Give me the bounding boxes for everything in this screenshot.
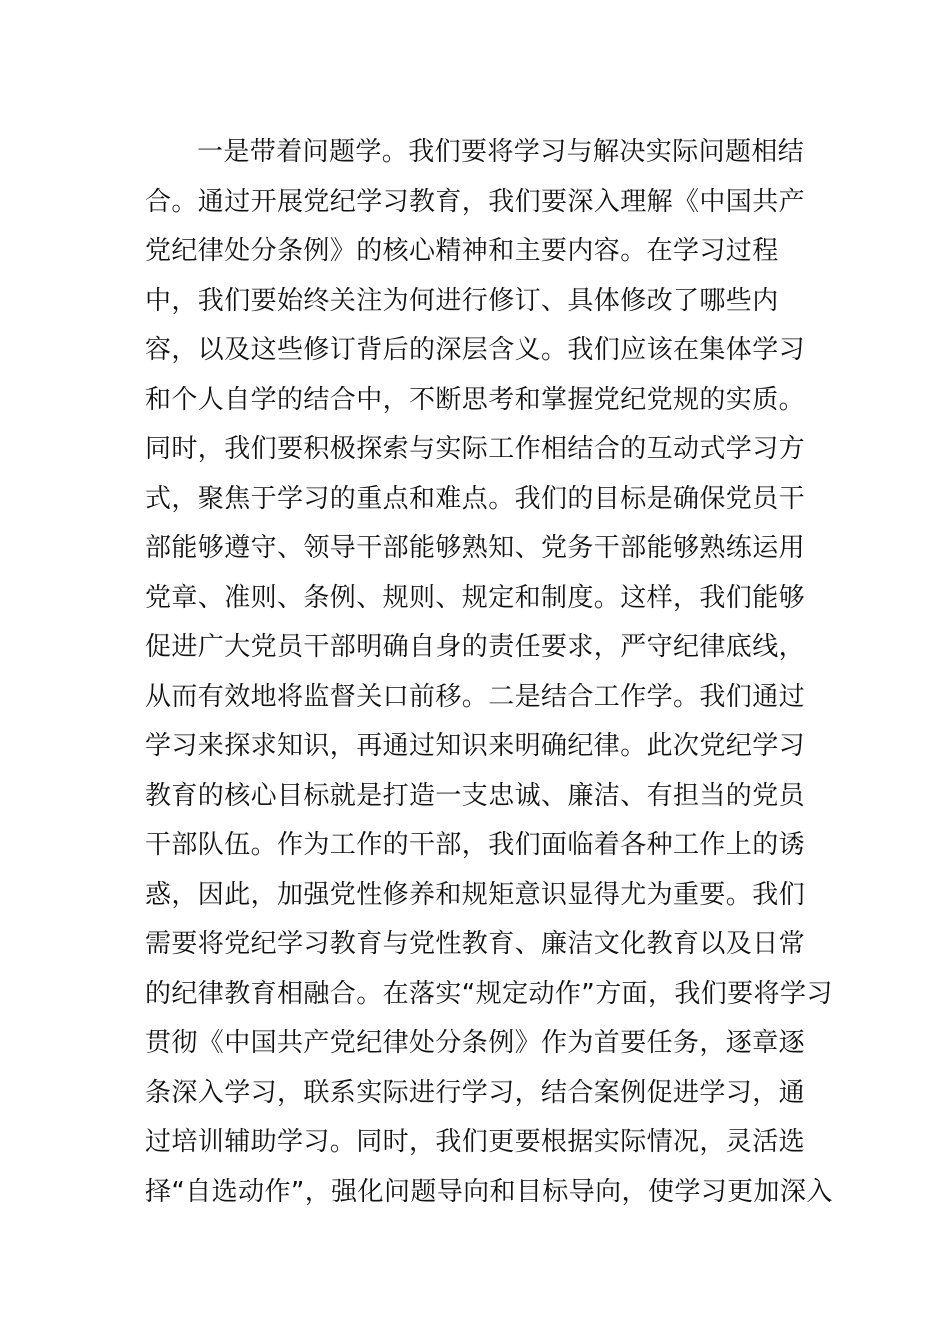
- text-line: 党纪律处分条例》的核心精神和主要内容。在学习过程: [145, 236, 779, 266]
- text-line: 过培训辅助学习。同时，我们更要根据实际情况，灵活选: [145, 1127, 806, 1157]
- text-line: 式，聚焦于学习的重点和难点。我们的目标是确保党员干: [145, 483, 806, 514]
- text-line: 一是带着问题学。我们要将学习与解决实际问题相结: [197, 137, 805, 167]
- text-line: 中，我们要始终关注为何进行修订、具体修改了哪些内: [145, 285, 779, 316]
- text-line: 干部队伍。作为工作的干部，我们面临着各种工作上的诱: [145, 830, 806, 860]
- text-line: 学习来探求知识，再通过知识来明确纪律。此次党纪学习: [145, 731, 806, 761]
- text-line: 和个人自学的结合中，不断思考和掌握党纪党规的实质。: [145, 384, 806, 415]
- text-line: 党章、准则、条例、规则、规定和制度。这样，我们能够: [145, 582, 806, 613]
- text-line: 合。通过开展党纪学习教育，我们要深入理解《中国共产: [145, 186, 806, 217]
- text-line: 同时，我们要积极探索与实际工作相结合的互动式学习方: [145, 434, 806, 464]
- text-line: 需要将党纪学习教育与党性教育、廉洁文化教育以及日常: [145, 929, 806, 959]
- text-line: 惑，因此，加强党性修养和规矩意识显得尤为重要。我们: [145, 879, 806, 910]
- text-line: 择“自选动作”，强化问题导向和目标导向，使学习更加深入: [145, 1176, 833, 1207]
- text-line: 容，以及这些修订背后的深层含义。我们应该在集体学习: [145, 335, 806, 365]
- text-line: 条深入学习，联系实际进行学习，结合案例促进学习，通: [145, 1077, 806, 1108]
- text-line: 教育的核心目标就是打造一支忠诚、廉洁、有担当的党员: [145, 780, 806, 811]
- text-line: 从而有效地将监督关口前移。二是结合工作学。我们通过: [145, 681, 806, 712]
- text-line: 贯彻《中国共产党纪律处分条例》作为首要任务，逐章逐: [145, 1028, 806, 1058]
- text-line: 的纪律教育相融合。在落实“规定动作”方面，我们要将学习: [145, 978, 833, 1009]
- body-paragraph: [145, 128, 833, 1217]
- text-line: 促进广大党员干部明确自身的责任要求，严守纪律底线，: [145, 632, 806, 662]
- text-line: 部能够遵守、领导干部能够熟知、党务干部能够熟练运用: [145, 533, 806, 563]
